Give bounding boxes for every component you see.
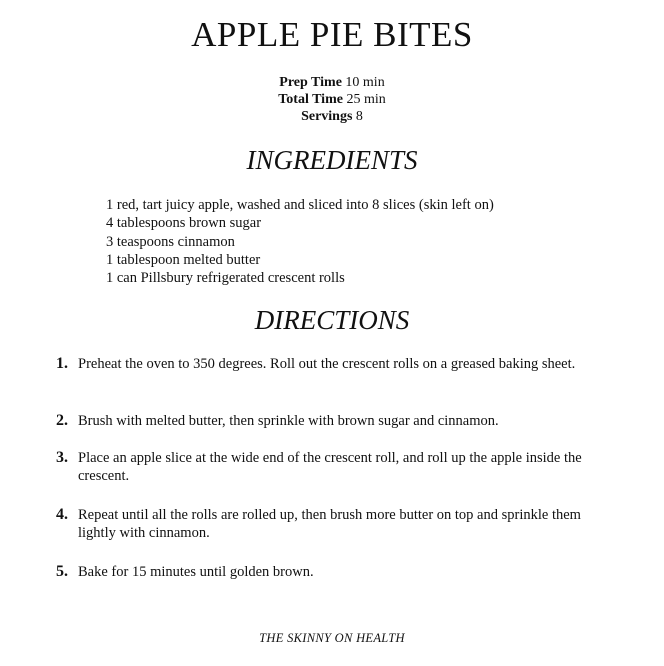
ingredient-item: 1 can Pillsbury refrigerated crescent rolls <box>106 270 345 287</box>
recipe-title: APPLE PIE BITES <box>191 15 473 54</box>
step-text: Preheat the oven to 350 degrees. Roll out the crescent rolls on a greased baking sheet. <box>78 356 576 372</box>
total-time-value: 25 min <box>346 92 386 107</box>
step-text: Bake for 15 minutes until golden brown. <box>78 564 314 580</box>
step-number: 5. <box>56 563 68 580</box>
ingredients-list <box>106 196 494 287</box>
ingredients-heading: INGREDIENTS <box>246 145 418 175</box>
ingredient-item: 1 red, tart juicy apple, washed and sliced into 8 slices (skin left on) <box>106 197 494 213</box>
ingredient-item: 3 teaspoons cinnamon <box>106 233 235 250</box>
servings-label: Servings <box>301 109 353 124</box>
servings-value: 8 <box>355 109 363 124</box>
prep-time-value: 10 min <box>345 75 385 90</box>
step-text: Place an apple slice at the wide end of the crescent roll, and roll up the apple inside the crescent. <box>78 450 582 484</box>
prep-time <box>0 74 664 91</box>
footer-brand: THE SKINNY ON HEALTH <box>259 631 405 645</box>
servings <box>0 108 664 125</box>
step-text: Repeat until all the rolls are rolled up, then brush more butter on top and sprinkle them lightly with cinnamon. <box>78 507 581 541</box>
step-number: 3. <box>56 449 68 466</box>
step-number: 4. <box>56 506 68 523</box>
ingredient-item: 1 tablespoon melted butter <box>106 251 261 268</box>
direction-step <box>56 355 616 412</box>
prep-time-label: Prep Time <box>279 75 342 90</box>
step-number: 2. <box>56 412 68 429</box>
direction-step <box>56 506 616 563</box>
directions-heading: DIRECTIONS <box>254 305 410 335</box>
directions-list <box>56 355 616 581</box>
step-text: Brush with melted butter, then sprinkle with brown sugar and cinnamon. <box>78 413 499 429</box>
direction-step <box>56 412 616 449</box>
direction-step <box>56 449 616 506</box>
total-time <box>0 91 664 108</box>
total-time-label: Total Time <box>278 92 343 107</box>
step-number: 1. <box>56 355 68 372</box>
ingredient-item: 4 tablespoons brown sugar <box>106 215 262 232</box>
recipe-meta <box>0 74 664 125</box>
direction-step <box>56 563 616 581</box>
